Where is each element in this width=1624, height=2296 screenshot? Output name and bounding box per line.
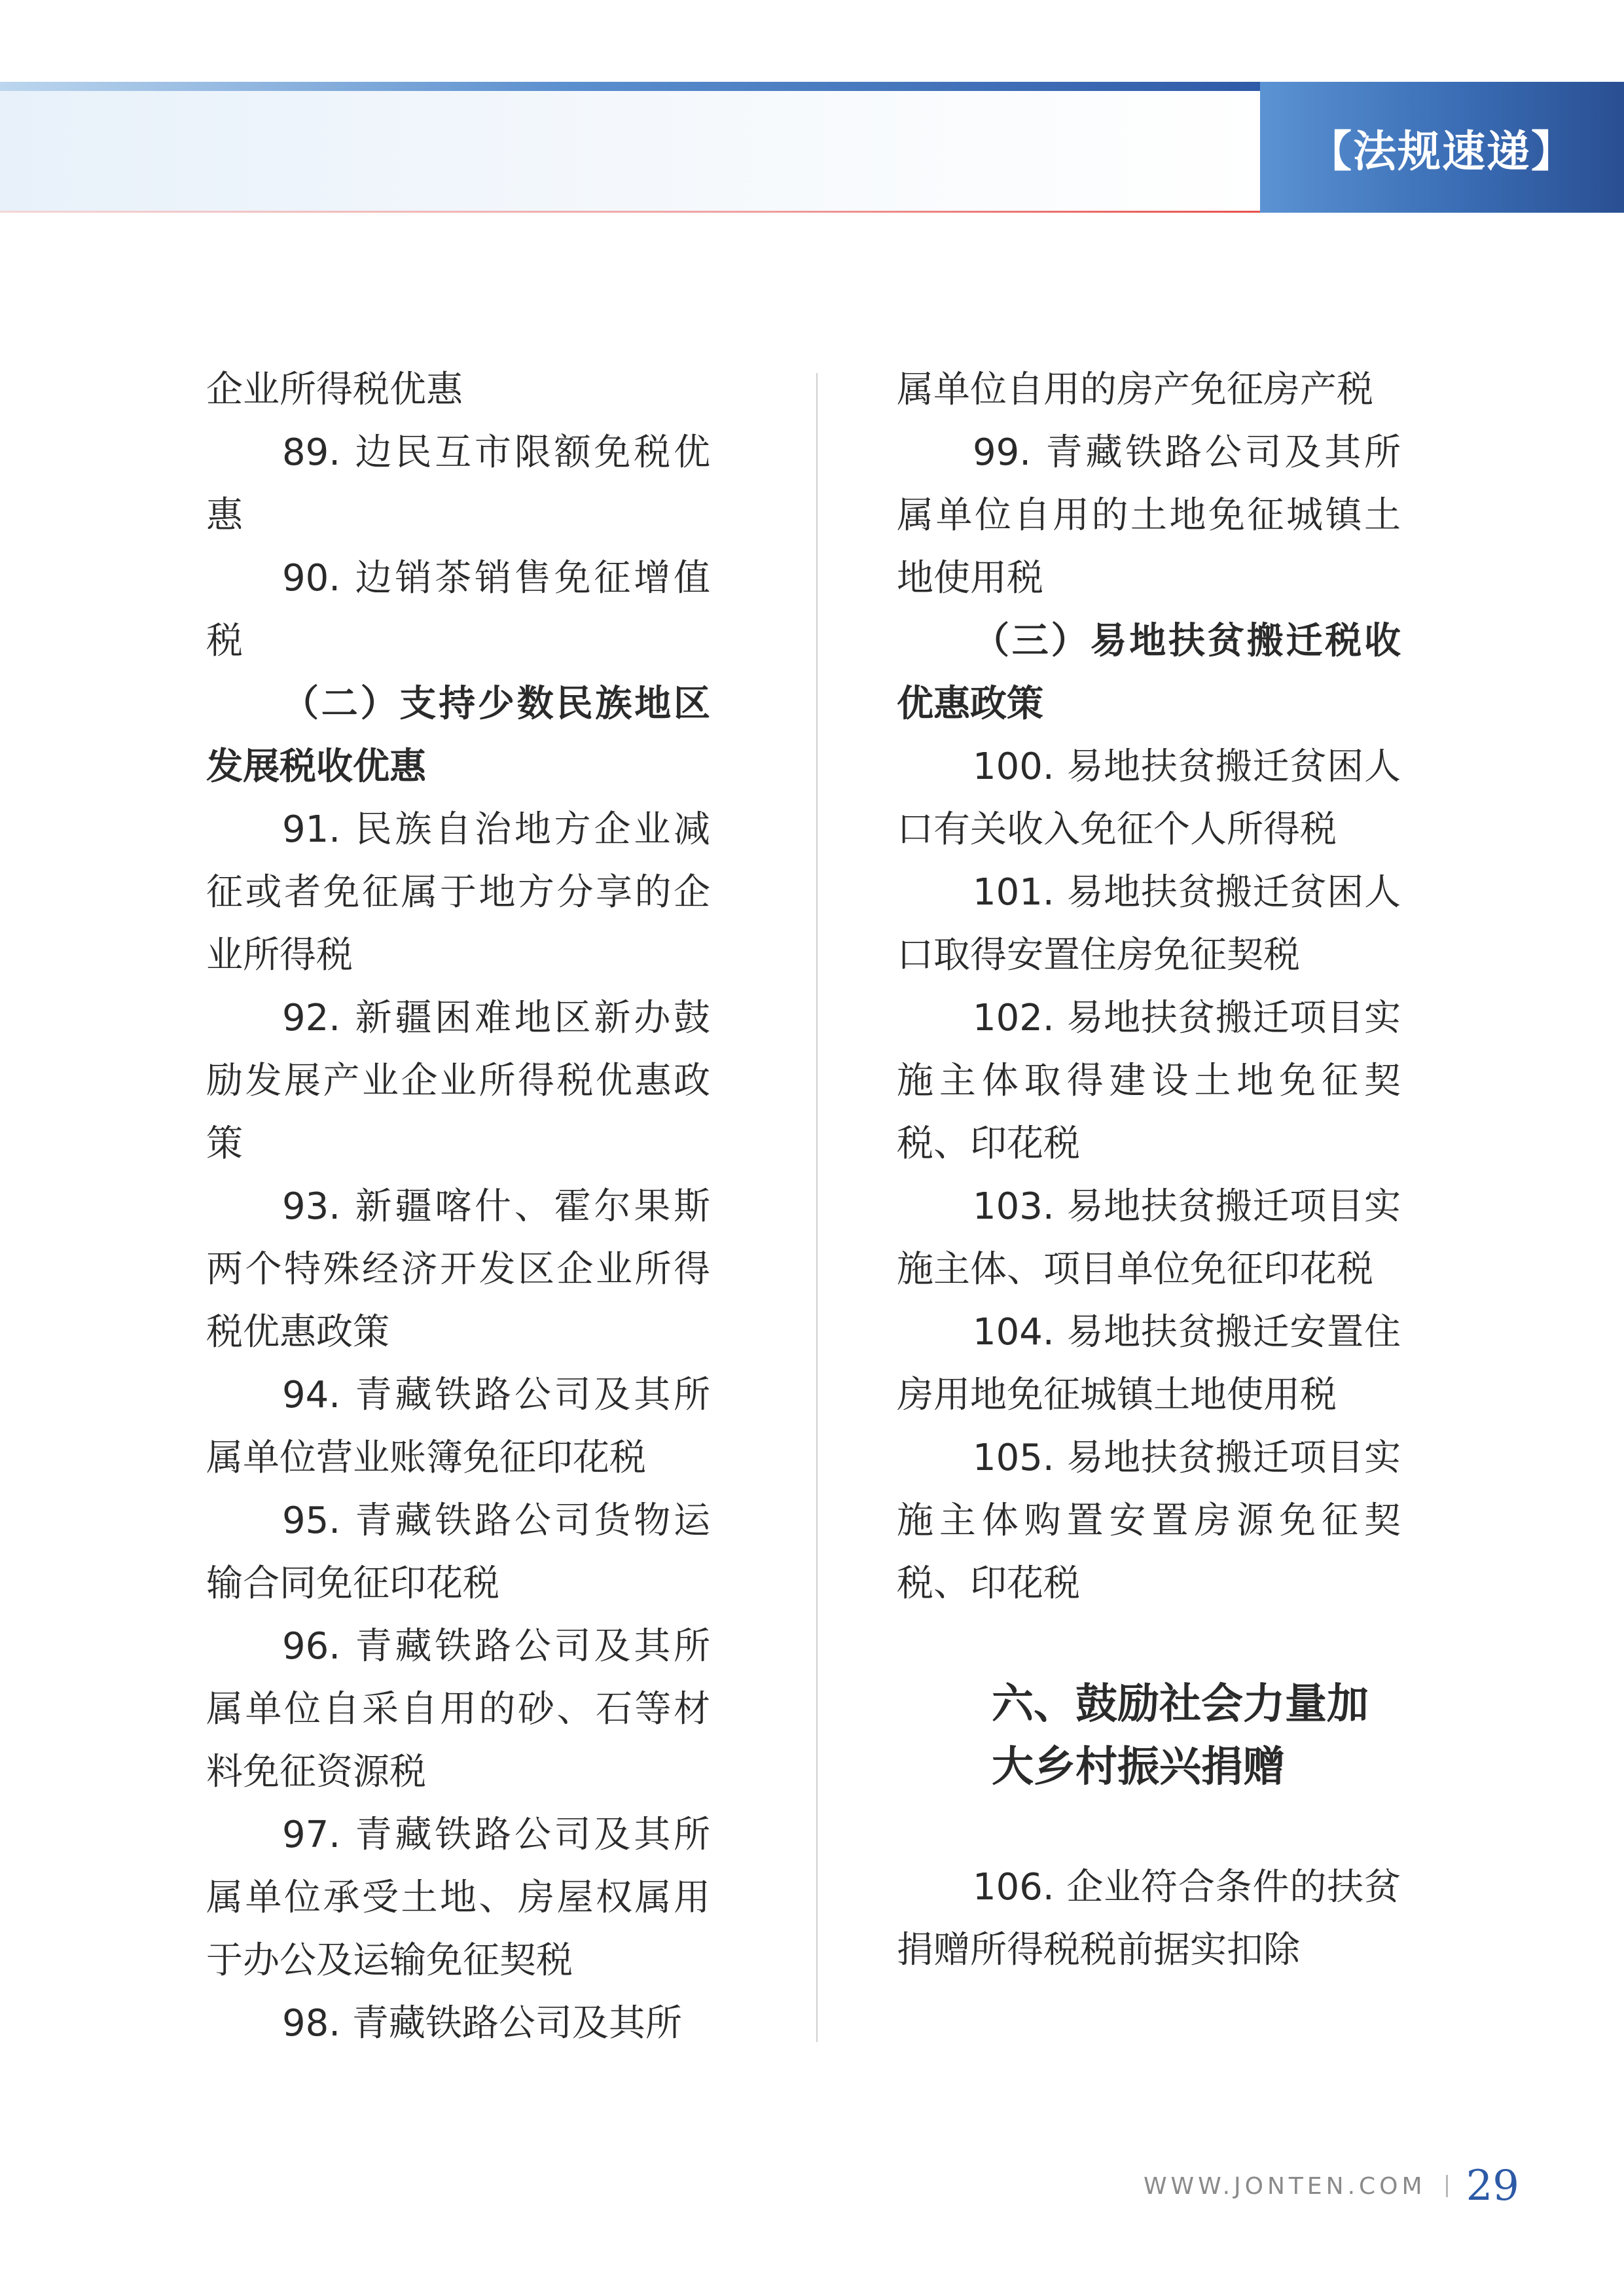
list-item: 93. 新疆喀什、霍尔果斯两个特殊经济开发区企业所得税优惠政策 (206, 1185, 710, 1354)
page-number: 29 (1466, 2162, 1519, 2210)
list-item: 103. 易地扶贫搬迁项目实施主体、项目单位免征印花税 (897, 1185, 1401, 1291)
list-item: 94. 青藏铁路公司及其所属单位营业账簿免征印花税 (206, 1374, 710, 1479)
right-column (897, 359, 1401, 1982)
list-item: 98. 青藏铁路公司及其所 (282, 2002, 682, 2045)
list-item: 102. 易地扶贫搬迁项目实施主体取得建设土地免征契税、印花税 (897, 997, 1401, 1165)
column-divider (816, 373, 818, 2042)
list-item: 99. 青藏铁路公司及其所属单位自用的土地免征城镇土地使用税 (897, 431, 1401, 600)
subsection-heading: （二）支持少数民族地区发展税收优惠 (206, 683, 710, 788)
list-item: 92. 新疆困难地区新办鼓励发展产业企业所得税优惠政策 (206, 997, 710, 1165)
list-item: 91. 民族自治地方企业减征或者免征属于地方分享的企业所得税 (206, 808, 710, 977)
section-tab-label: 【法规速递】 (1308, 125, 1576, 177)
section-heading: 六、鼓励社会力量加大乡村振兴捐赠 (992, 1680, 1369, 1791)
list-item: 95. 青藏铁路公司货物运输合同免征印花税 (206, 1499, 710, 1605)
subsection-heading: （三）易地扶贫搬迁税收优惠政策 (897, 620, 1401, 725)
left-column (206, 359, 710, 2055)
section-tab (1260, 82, 1624, 213)
website-url: WWW.JONTEN.COM (1143, 2172, 1426, 2200)
header-underline (0, 211, 1263, 213)
list-item: 89. 边民互市限额免税优惠 (206, 431, 710, 537)
header-accent-rule (0, 82, 1263, 91)
continued-text: 属单位自用的房产免征房产税 (897, 368, 1373, 411)
list-item: 101. 易地扶贫搬迁贫困人口取得安置住房免征契税 (897, 871, 1401, 977)
page-footer (1144, 2153, 1519, 2219)
footer-separator (1446, 2175, 1448, 2197)
list-item: 104. 易地扶贫搬迁安置住房用地免征城镇土地使用税 (897, 1311, 1401, 1416)
list-item: 100. 易地扶贫搬迁贫困人口有关收入免征个人所得税 (897, 745, 1401, 851)
header-band (0, 91, 1263, 212)
list-item: 106. 企业符合条件的扶贫捐赠所得税税前据实扣除 (897, 1866, 1401, 1971)
list-item: 96. 青藏铁路公司及其所属单位自采自用的砂、石等材料免征资源税 (206, 1625, 710, 1793)
list-item: 105. 易地扶贫搬迁项目实施主体购置安置房源免征契税、印花税 (897, 1437, 1401, 1605)
continued-text: 企业所得税优惠 (206, 368, 463, 411)
list-item: 97. 青藏铁路公司及其所属单位承受土地、房屋权属用于办公及运输免征契税 (206, 1814, 710, 1982)
list-item: 90. 边销茶销售免征增值税 (206, 557, 710, 662)
